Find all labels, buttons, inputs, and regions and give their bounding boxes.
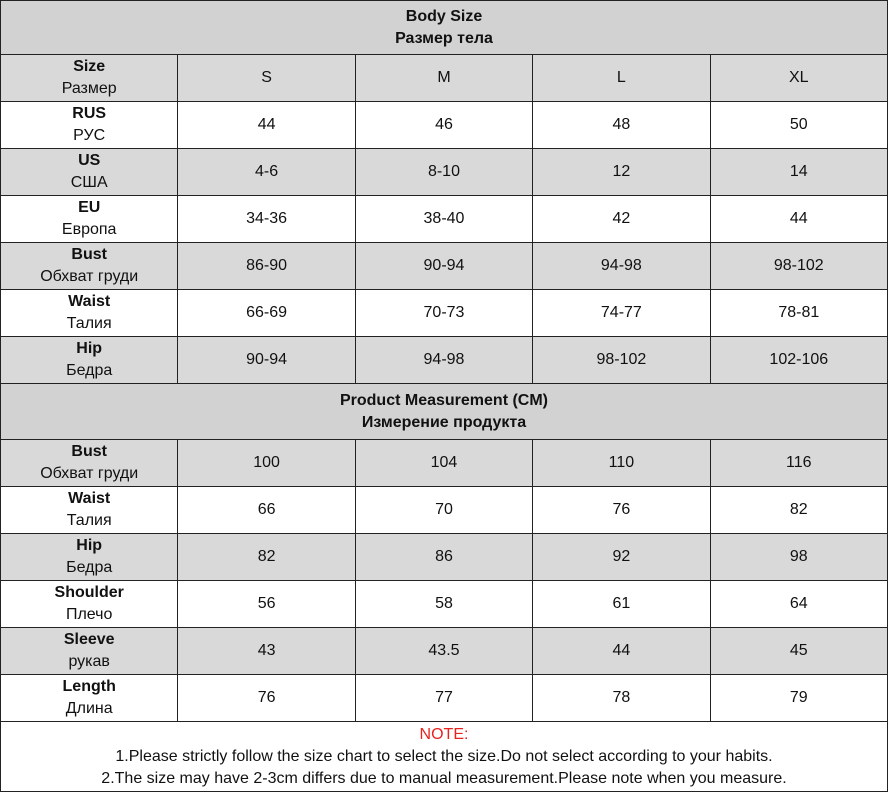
- measurement-value: 8-10: [427, 163, 460, 180]
- row-label-cell: [1, 675, 178, 722]
- row-label-en: Hip: [76, 537, 103, 554]
- size-header-value: L: [616, 69, 626, 86]
- product-row: [1, 534, 888, 581]
- size-header-value: S: [261, 69, 272, 86]
- measurement-value: 77: [435, 689, 453, 706]
- measurement-value: 102-106: [769, 351, 829, 368]
- body-size-row: [1, 290, 888, 337]
- value-cell: [178, 534, 355, 581]
- value-cell: [355, 675, 532, 722]
- size-header-row: [1, 55, 888, 102]
- measurement-value: 76: [612, 501, 631, 518]
- value-cell: [355, 149, 532, 196]
- row-label-en: Shoulder: [54, 584, 124, 601]
- value-cell: [178, 102, 355, 149]
- row-label-ru: Бедра: [66, 362, 113, 379]
- measurement-value: 76: [257, 689, 276, 706]
- value-cell: [355, 534, 532, 581]
- value-cell: [533, 337, 710, 384]
- product-row: [1, 675, 888, 722]
- measurement-value: 48: [612, 116, 631, 133]
- note-row: [1, 722, 888, 792]
- value-cell: [710, 440, 887, 487]
- value-cell: [710, 243, 887, 290]
- value-cell: [355, 196, 532, 243]
- product-row: [1, 581, 888, 628]
- row-label-cell: [1, 337, 178, 384]
- product-title-cell: [1, 384, 888, 440]
- body-size-title-ru: Размер тела: [395, 29, 493, 47]
- value-cell: [533, 290, 710, 337]
- value-cell: [178, 440, 355, 487]
- row-label-ru: рукав: [68, 653, 110, 670]
- measurement-value: 104: [430, 454, 458, 471]
- row-label-cell: [1, 534, 178, 581]
- value-cell: [178, 487, 355, 534]
- body-size-title-row: [1, 1, 888, 55]
- row-label-cell: [1, 290, 178, 337]
- product-row: [1, 487, 888, 534]
- measurement-value: 43: [257, 642, 276, 659]
- measurement-value: 86-90: [246, 257, 288, 274]
- body-size-title-cell: [1, 1, 888, 55]
- measurement-value: 90-94: [423, 257, 465, 274]
- measurement-value: 79: [789, 689, 808, 706]
- value-cell: [178, 675, 355, 722]
- measurement-value: 98-102: [773, 257, 824, 274]
- note-cell: [1, 722, 888, 792]
- row-label-en: Hip: [76, 340, 103, 357]
- measurement-value: 66-69: [246, 304, 288, 321]
- value-cell: [178, 243, 355, 290]
- body-size-row: [1, 196, 888, 243]
- row-label-en: Length: [62, 678, 116, 695]
- value-cell: [355, 440, 532, 487]
- measurement-value: 44: [257, 116, 276, 133]
- row-label-cell: [1, 628, 178, 675]
- body-size-row: [1, 149, 888, 196]
- row-label-ru: Плечо: [65, 606, 113, 623]
- measurement-value: 14: [789, 163, 808, 180]
- size-header-cell: [710, 55, 887, 102]
- measurement-value: 12: [612, 163, 631, 180]
- size-header-cell: [355, 55, 532, 102]
- value-cell: [710, 337, 887, 384]
- measurement-value: 98-102: [596, 351, 647, 368]
- measurement-value: 43.5: [428, 642, 460, 659]
- row-label-ru: Обхват груди: [40, 465, 139, 482]
- row-label-en: US: [78, 152, 101, 169]
- value-cell: [355, 487, 532, 534]
- measurement-value: 78: [612, 689, 631, 706]
- value-cell: [355, 102, 532, 149]
- size-label-cell: [1, 55, 178, 102]
- measurement-value: 58: [435, 595, 453, 612]
- value-cell: [178, 149, 355, 196]
- value-cell: [710, 675, 887, 722]
- product-title-ru: Измерение продукта: [361, 413, 527, 431]
- value-cell: [355, 581, 532, 628]
- value-cell: [533, 149, 710, 196]
- value-cell: [533, 102, 710, 149]
- measurement-value: 70: [435, 501, 453, 518]
- row-label-ru: Европа: [61, 221, 117, 238]
- size-header-cell: [533, 55, 710, 102]
- row-label-ru: Обхват груди: [40, 268, 139, 285]
- product-row: [1, 440, 888, 487]
- value-cell: [710, 102, 887, 149]
- row-label-cell: [1, 487, 178, 534]
- measurement-value: 4-6: [255, 163, 279, 180]
- value-cell: [710, 290, 887, 337]
- measurement-value: 42: [612, 210, 631, 227]
- measurement-value: 94-98: [423, 351, 465, 368]
- measurement-value: 56: [257, 595, 276, 612]
- row-label-en: RUS: [72, 105, 107, 122]
- value-cell: [533, 440, 710, 487]
- body-size-row: [1, 337, 888, 384]
- row-label-cell: [1, 196, 178, 243]
- value-cell: [178, 628, 355, 675]
- measurement-value: 74-77: [600, 304, 642, 321]
- value-cell: [533, 196, 710, 243]
- note-line-2: 2.The size may have 2-3cm differs due to manual measurement.Please note when you measure.: [101, 769, 787, 787]
- measurement-value: 38-40: [423, 210, 465, 227]
- row-label-en: Bust: [71, 246, 107, 263]
- note-line-1: 1.Please strictly follow the size chart to select the size.Do not select according to your habits.: [115, 747, 773, 765]
- value-cell: [710, 628, 887, 675]
- measurement-value: 44: [612, 642, 631, 659]
- measurement-value: 94-98: [600, 257, 642, 274]
- row-label-cell: [1, 102, 178, 149]
- size-label-ru: Размер: [61, 80, 117, 97]
- measurement-value: 110: [608, 454, 635, 471]
- value-cell: [178, 290, 355, 337]
- row-label-ru: Талия: [66, 315, 112, 332]
- row-label-cell: [1, 243, 178, 290]
- value-cell: [710, 581, 887, 628]
- value-cell: [533, 628, 710, 675]
- value-cell: [533, 487, 710, 534]
- row-label-en: Waist: [68, 293, 111, 310]
- row-label-en: EU: [78, 199, 101, 216]
- measurement-value: 45: [789, 642, 808, 659]
- measurement-value: 100: [253, 454, 280, 471]
- value-cell: [710, 149, 887, 196]
- row-label-cell: [1, 440, 178, 487]
- product-title-en: Product Measurement (CM): [339, 391, 549, 409]
- size-header-cell: [178, 55, 355, 102]
- value-cell: [178, 196, 355, 243]
- size-header-value: M: [437, 69, 451, 86]
- value-cell: [355, 628, 532, 675]
- measurement-value: 98: [789, 548, 808, 565]
- measurement-value: 82: [789, 501, 808, 518]
- measurement-value: 50: [789, 116, 808, 133]
- value-cell: [178, 581, 355, 628]
- row-label-ru: Талия: [66, 512, 112, 529]
- value-cell: [710, 534, 887, 581]
- measurement-value: 46: [435, 116, 453, 133]
- measurement-value: 66: [257, 501, 276, 518]
- row-label-en: Waist: [68, 490, 111, 507]
- row-label-en: Bust: [71, 443, 107, 460]
- body-size-row: [1, 243, 888, 290]
- body-size-title-en: Body Size: [405, 7, 483, 25]
- product-title-row: [1, 384, 888, 440]
- value-cell: [355, 290, 532, 337]
- row-label-ru: США: [70, 174, 108, 191]
- product-row: [1, 628, 888, 675]
- measurement-value: 34-36: [246, 210, 288, 227]
- value-cell: [178, 337, 355, 384]
- note-label: NOTE:: [419, 725, 469, 743]
- value-cell: [533, 581, 710, 628]
- measurement-value: 78-81: [778, 304, 820, 321]
- measurement-value: 86: [435, 548, 453, 565]
- value-cell: [355, 337, 532, 384]
- measurement-value: 90-94: [246, 351, 288, 368]
- value-cell: [355, 243, 532, 290]
- measurement-value: 82: [257, 548, 276, 565]
- row-label-cell: [1, 149, 178, 196]
- measurement-value: 92: [612, 548, 631, 565]
- row-label-ru: РУС: [73, 127, 106, 144]
- measurement-value: 61: [612, 595, 631, 612]
- measurement-value: 44: [789, 210, 808, 227]
- value-cell: [533, 243, 710, 290]
- row-label-cell: [1, 581, 178, 628]
- value-cell: [533, 534, 710, 581]
- body-size-row: [1, 102, 888, 149]
- value-cell: [710, 487, 887, 534]
- row-label-ru: Длина: [65, 700, 113, 717]
- value-cell: [710, 196, 887, 243]
- row-label-ru: Бедра: [66, 559, 113, 576]
- measurement-value: 116: [786, 454, 812, 471]
- row-label-en: Sleeve: [63, 631, 115, 648]
- measurement-value: 64: [789, 595, 808, 612]
- value-cell: [533, 675, 710, 722]
- measurement-value: 70-73: [423, 304, 465, 321]
- size-label-en: Size: [73, 58, 106, 75]
- size-header-value: XL: [788, 69, 809, 86]
